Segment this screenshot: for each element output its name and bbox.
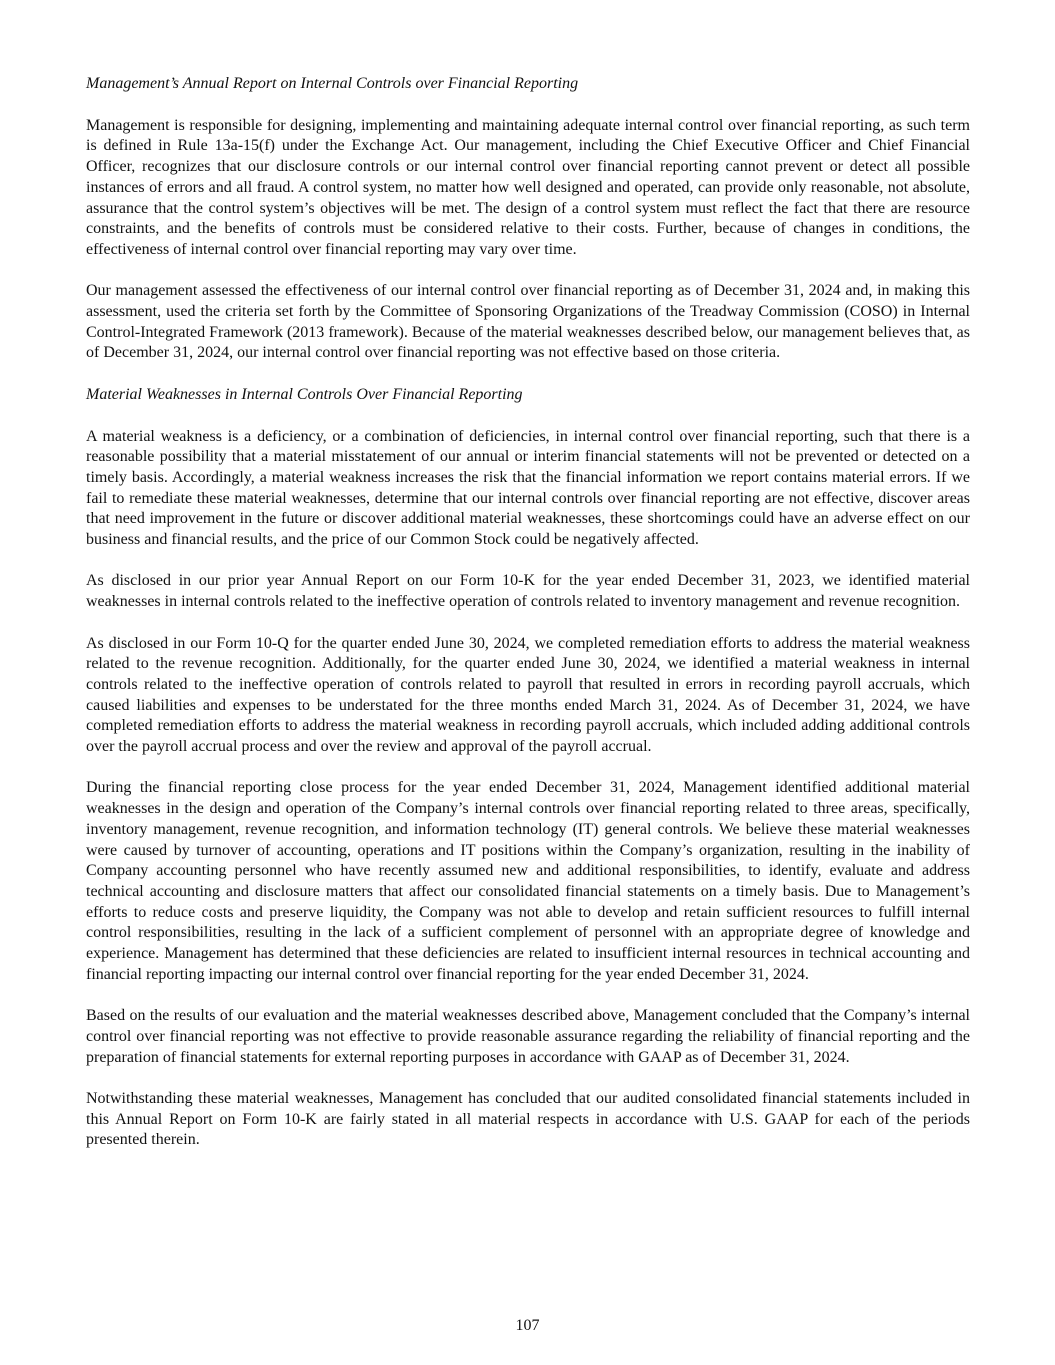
page-number: 107 [515, 1317, 540, 1334]
paragraph-conclusion: Based on the results of our evaluation and the material weaknesses described above, Management concluded that the Company’s internal control over financial reporting was not effective to provide reasonable assurance regarding the reliability of financial reporting and the preparation of financial statements for external reporting purposes in accordance with GAAP as of December 31, 2024. [86, 1007, 970, 1066]
paragraph-management-responsibility: Management is responsible for designing, implementing and maintaining adequate internal control over financial reporting, as such term is defined in Rule 13a-15(f) under the Exchange Act. Our management, including the Chief Executive Officer and Chief Financial Officer, recognizes that our disclosure controls or our internal control over financial reporting cannot prevent or detect all possible instances of errors and all fraud. A control system, no matter how well designed and operated, can provide only reasonable, not absolute, assurance that the control system’s objectives will be met. The design of a control system must reflect the fact that there are resource constraints, and the benefits of controls must be considered relative to their costs. Further, because of changes in conditions, the effectiveness of internal control over financial reporting may vary over time. [86, 116, 970, 258]
paragraph-financial-statements-fairly-stated: Notwithstanding these material weaknesses, Management has concluded that our audited consolidated financial statements included in this Annual Report on Form 10-K are fairly stated in all material respects in accordance with U.S. GAAP for each of the periods presented therein. [86, 1089, 970, 1149]
paragraph-additional-weaknesses: During the financial reporting close process for the year ended December 31, 2024, Management identified additional material weaknesses in the design and operation of the Company’s internal controls over financial reporting related to three areas, specifically, inventory management, revenue recognition, and information technology (IT) general controls. We believe these material weaknesses were caused by turnover of accounting, operations and IT positions within the Company’s organization, resulting in the inability of Company accounting personnel who have recently assumed new and additional responsibilities, to identify, evaluate and address technical accounting and disclosure matters that affect our consolidated financial statements on a timely basis. Due to Management’s efforts to reduce costs and preserve liquidity, the Company was not able to develop and retain sufficient resources to fulfill internal control responsibilities, resulting in the lack of a sufficient complement of personnel with an appropriate degree of knowledge and experience. Management has determined that these deficiencies are related to insufficient internal resources in technical accounting and financial reporting impacting our internal control over financial reporting for the year ended December 31, 2024. [86, 779, 970, 983]
section-heading-management-report: Management’s Annual Report on Internal Controls over Financial Reporting [86, 75, 579, 92]
paragraph-effectiveness-assessment: Our management assessed the effectiveness of our internal control over financial reporting as of December 31, 2024 and, in making this assessment, used the criteria set forth by the Committee of Sponsoring Organizations of the Treadway Commission (COSO) in Internal Control-Integrated Framework (2013 framework). Because of the material weaknesses described below, our management believes that, as of December 31, 2024, our internal control over financial reporting was not effective based on those criteria. [86, 282, 970, 362]
document-page [86, 74, 970, 1172]
paragraph-prior-year-disclosure: As disclosed in our prior year Annual Report on our Form 10-K for the year ended December 31, 2023, we identified material weaknesses in internal controls related to the ineffective operation of controls related to inventory management and revenue recognition. [86, 572, 970, 611]
section-heading-material-weaknesses: Material Weaknesses in Internal Controls Over Financial Reporting [86, 385, 523, 403]
paragraph-material-weakness-definition: A material weakness is a deficiency, or a combination of deficiencies, in internal control over financial reporting, such that there is a reasonable possibility that a material misstatement of our annual or interim financial statements will not be prevented or detected on a timely basis. Accordingly, a material weakness increases the risk that the financial information we report contains material errors. If we fail to remediate these material weaknesses, determine that our internal controls over financial reporting are not effective, discover areas that need improvement in the future or discover additional material weaknesses, these shortcomings could have an adverse effect on our business and financial results, and the price of our Common Stock could be negatively affected. [86, 427, 970, 549]
paragraph-form-10q-remediation: As disclosed in our Form 10-Q for the quarter ended June 30, 2024, we completed remediation efforts to address the material weakness related to the revenue recognition. Additionally, for the quarter ended June 30, 2024, we identified a material weakness in internal controls related to the ineffective operation of controls related to payroll that resulted in errors in recording payroll accruals, which caused liabilities and expenses to be understated for the three months ended March 31, 2024. As of December 31, 2024, we have completed remediation efforts to address the material weakness in recording payroll accruals, which included adding additional controls over the payroll accrual process and over the review and approval of the payroll accrual. [86, 634, 970, 756]
